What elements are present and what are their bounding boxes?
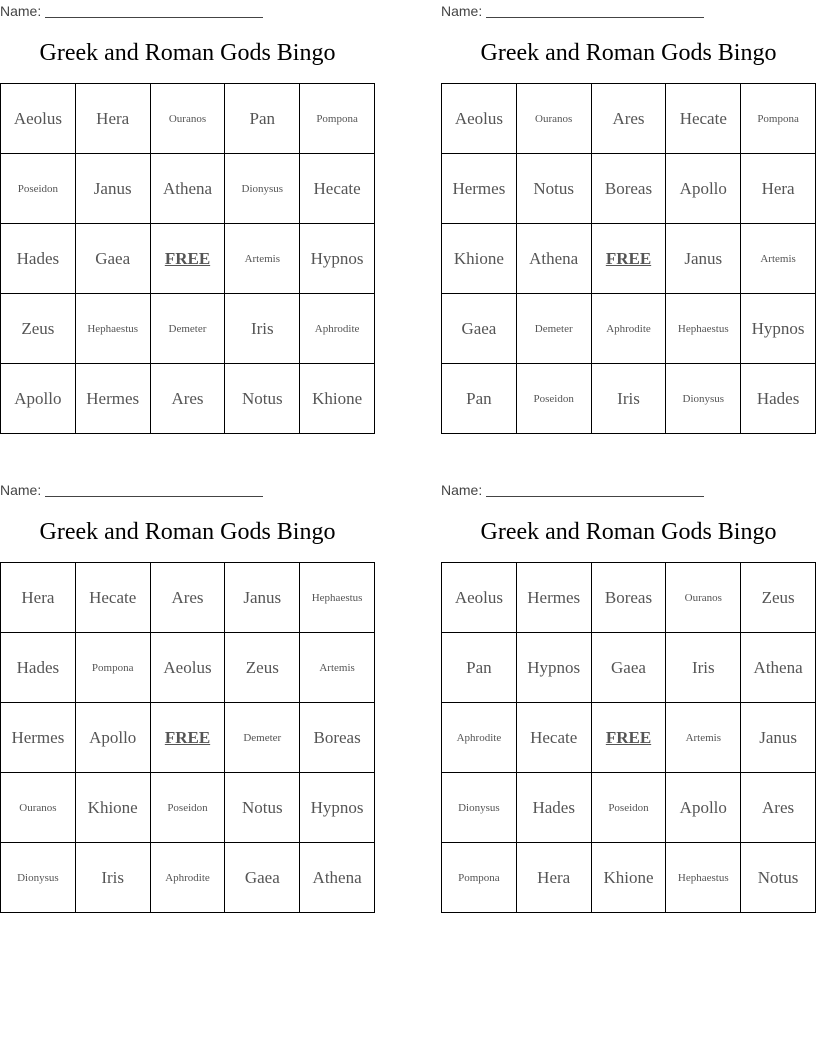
bingo-cell[interactable]: Athena	[300, 843, 375, 913]
bingo-cell[interactable]: Hermes	[76, 364, 151, 434]
bingo-cell[interactable]: Notus	[741, 843, 816, 913]
name-label: Name:	[441, 3, 483, 19]
bingo-cell[interactable]: Hecate	[300, 154, 375, 224]
bingo-cell[interactable]: Hermes	[1, 703, 76, 773]
bingo-cell[interactable]: Aeolus	[442, 563, 517, 633]
bingo-cell[interactable]: Hecate	[666, 84, 741, 154]
bingo-cell[interactable]: Aphrodite	[151, 843, 226, 913]
name-field[interactable]	[0, 0, 300, 20]
bingo-cell[interactable]: Khione	[76, 773, 151, 843]
bingo-card-1	[0, 0, 375, 435]
bingo-cell[interactable]: Aphrodite	[442, 703, 517, 773]
bingo-cell[interactable]: Boreas	[300, 703, 375, 773]
bingo-cell[interactable]: Apollo	[666, 773, 741, 843]
bingo-cell[interactable]: Hades	[741, 364, 816, 434]
free-space-cell[interactable]: FREE	[151, 703, 226, 773]
name-label: Name:	[0, 482, 42, 498]
bingo-cell[interactable]: Gaea	[442, 294, 517, 364]
bingo-cell[interactable]: Hephaestus	[666, 843, 741, 913]
bingo-cell[interactable]: Artemis	[225, 224, 300, 294]
bingo-cell[interactable]: Hades	[1, 224, 76, 294]
free-space-cell[interactable]: FREE	[151, 224, 226, 294]
bingo-cell[interactable]: Dionysus	[442, 773, 517, 843]
bingo-card-2	[441, 0, 816, 435]
name-underline	[486, 496, 704, 497]
bingo-cell[interactable]: Aphrodite	[592, 294, 667, 364]
bingo-cell[interactable]: Hera	[1, 563, 76, 633]
bingo-cell[interactable]: Artemis	[741, 224, 816, 294]
bingo-cell[interactable]: Athena	[151, 154, 226, 224]
bingo-cell[interactable]: Iris	[76, 843, 151, 913]
card-title: Greek and Roman Gods Bingo	[39, 519, 336, 545]
bingo-cell[interactable]: Gaea	[225, 843, 300, 913]
name-underline	[45, 496, 263, 497]
bingo-cell[interactable]: Apollo	[76, 703, 151, 773]
bingo-cell[interactable]: Iris	[666, 633, 741, 703]
bingo-grid	[0, 562, 375, 913]
bingo-cell[interactable]: Gaea	[592, 633, 667, 703]
bingo-cell[interactable]: Zeus	[1, 294, 76, 364]
bingo-cell[interactable]: Ouranos	[151, 84, 226, 154]
bingo-cell[interactable]: Hades	[517, 773, 592, 843]
bingo-cell[interactable]: Hypnos	[300, 773, 375, 843]
bingo-cell[interactable]: Boreas	[592, 154, 667, 224]
bingo-cell[interactable]: Iris	[592, 364, 667, 434]
bingo-cell[interactable]: Hecate	[76, 563, 151, 633]
bingo-cell[interactable]: Ares	[151, 563, 226, 633]
bingo-cell[interactable]: Janus	[225, 563, 300, 633]
card-title: Greek and Roman Gods Bingo	[480, 519, 777, 545]
bingo-cell[interactable]: Pan	[442, 364, 517, 434]
bingo-cell[interactable]: Janus	[76, 154, 151, 224]
bingo-cell[interactable]: Iris	[225, 294, 300, 364]
bingo-cell[interactable]: Pompona	[741, 84, 816, 154]
bingo-cell[interactable]: Pan	[225, 84, 300, 154]
bingo-cell[interactable]: Pan	[442, 633, 517, 703]
bingo-cell[interactable]: Aeolus	[442, 84, 517, 154]
bingo-cell[interactable]: Poseidon	[151, 773, 226, 843]
bingo-cell[interactable]: Ares	[592, 84, 667, 154]
bingo-card-3	[0, 479, 375, 914]
bingo-cell[interactable]: Janus	[741, 703, 816, 773]
bingo-cell[interactable]: Gaea	[76, 224, 151, 294]
bingo-cell[interactable]: Dionysus	[666, 364, 741, 434]
bingo-cell[interactable]: Pompona	[300, 84, 375, 154]
name-field[interactable]	[0, 479, 300, 499]
bingo-cell[interactable]: Demeter	[517, 294, 592, 364]
bingo-cell[interactable]: Ouranos	[666, 563, 741, 633]
bingo-card-4	[441, 479, 816, 914]
bingo-cell[interactable]: Demeter	[151, 294, 226, 364]
bingo-cell[interactable]: Zeus	[225, 633, 300, 703]
free-space-cell[interactable]: FREE	[592, 224, 667, 294]
bingo-cell[interactable]: Ares	[741, 773, 816, 843]
bingo-cell[interactable]: Poseidon	[592, 773, 667, 843]
bingo-grid	[441, 562, 816, 913]
name-label: Name:	[441, 482, 483, 498]
bingo-cell[interactable]: Aeolus	[151, 633, 226, 703]
bingo-cell[interactable]: Aeolus	[1, 84, 76, 154]
bingo-cell[interactable]: Hephaestus	[666, 294, 741, 364]
bingo-cell[interactable]: Janus	[666, 224, 741, 294]
bingo-cell[interactable]: Poseidon	[1, 154, 76, 224]
bingo-cell[interactable]: Apollo	[1, 364, 76, 434]
bingo-cell[interactable]: Hera	[741, 154, 816, 224]
bingo-grid	[0, 83, 375, 434]
bingo-cell[interactable]: Hypnos	[517, 633, 592, 703]
bingo-cell[interactable]: Dionysus	[225, 154, 300, 224]
bingo-cell[interactable]: Notus	[225, 364, 300, 434]
bingo-cell[interactable]: Khione	[300, 364, 375, 434]
bingo-cell[interactable]: Dionysus	[1, 843, 76, 913]
bingo-cell[interactable]: Hera	[517, 843, 592, 913]
bingo-cell[interactable]: Zeus	[741, 563, 816, 633]
bingo-cell[interactable]: Khione	[592, 843, 667, 913]
bingo-cell[interactable]: Hermes	[442, 154, 517, 224]
bingo-cell[interactable]: Khione	[442, 224, 517, 294]
bingo-cell[interactable]: Artemis	[666, 703, 741, 773]
name-label: Name:	[0, 3, 42, 19]
bingo-cell[interactable]: Hephaestus	[76, 294, 151, 364]
bingo-cell[interactable]: Hecate	[517, 703, 592, 773]
bingo-cell[interactable]: Hypnos	[300, 224, 375, 294]
bingo-cell[interactable]: Hermes	[517, 563, 592, 633]
card-title: Greek and Roman Gods Bingo	[480, 40, 777, 66]
bingo-cell[interactable]: Hephaestus	[300, 563, 375, 633]
name-field[interactable]	[441, 479, 741, 499]
bingo-cell[interactable]: Poseidon	[517, 364, 592, 434]
bingo-cell[interactable]: Ouranos	[1, 773, 76, 843]
bingo-cell[interactable]: Artemis	[300, 633, 375, 703]
name-underline	[486, 17, 704, 18]
bingo-cell[interactable]: Demeter	[225, 703, 300, 773]
bingo-grid	[441, 83, 816, 434]
bingo-cell[interactable]: Notus	[225, 773, 300, 843]
name-underline	[45, 17, 263, 18]
bingo-cell[interactable]: Ouranos	[517, 84, 592, 154]
bingo-cell[interactable]: Hera	[76, 84, 151, 154]
bingo-cell[interactable]: Pompona	[442, 843, 517, 913]
bingo-cell[interactable]: Apollo	[666, 154, 741, 224]
bingo-cell[interactable]: Athena	[741, 633, 816, 703]
bingo-cell[interactable]: Ares	[151, 364, 226, 434]
name-field[interactable]	[441, 0, 741, 20]
bingo-cell[interactable]: Hades	[1, 633, 76, 703]
free-space-cell[interactable]: FREE	[592, 703, 667, 773]
bingo-cell[interactable]: Boreas	[592, 563, 667, 633]
bingo-cell[interactable]: Athena	[517, 224, 592, 294]
bingo-cell[interactable]: Hypnos	[741, 294, 816, 364]
bingo-cell[interactable]: Aphrodite	[300, 294, 375, 364]
bingo-cell[interactable]: Notus	[517, 154, 592, 224]
card-title: Greek and Roman Gods Bingo	[39, 40, 336, 66]
bingo-cell[interactable]: Pompona	[76, 633, 151, 703]
